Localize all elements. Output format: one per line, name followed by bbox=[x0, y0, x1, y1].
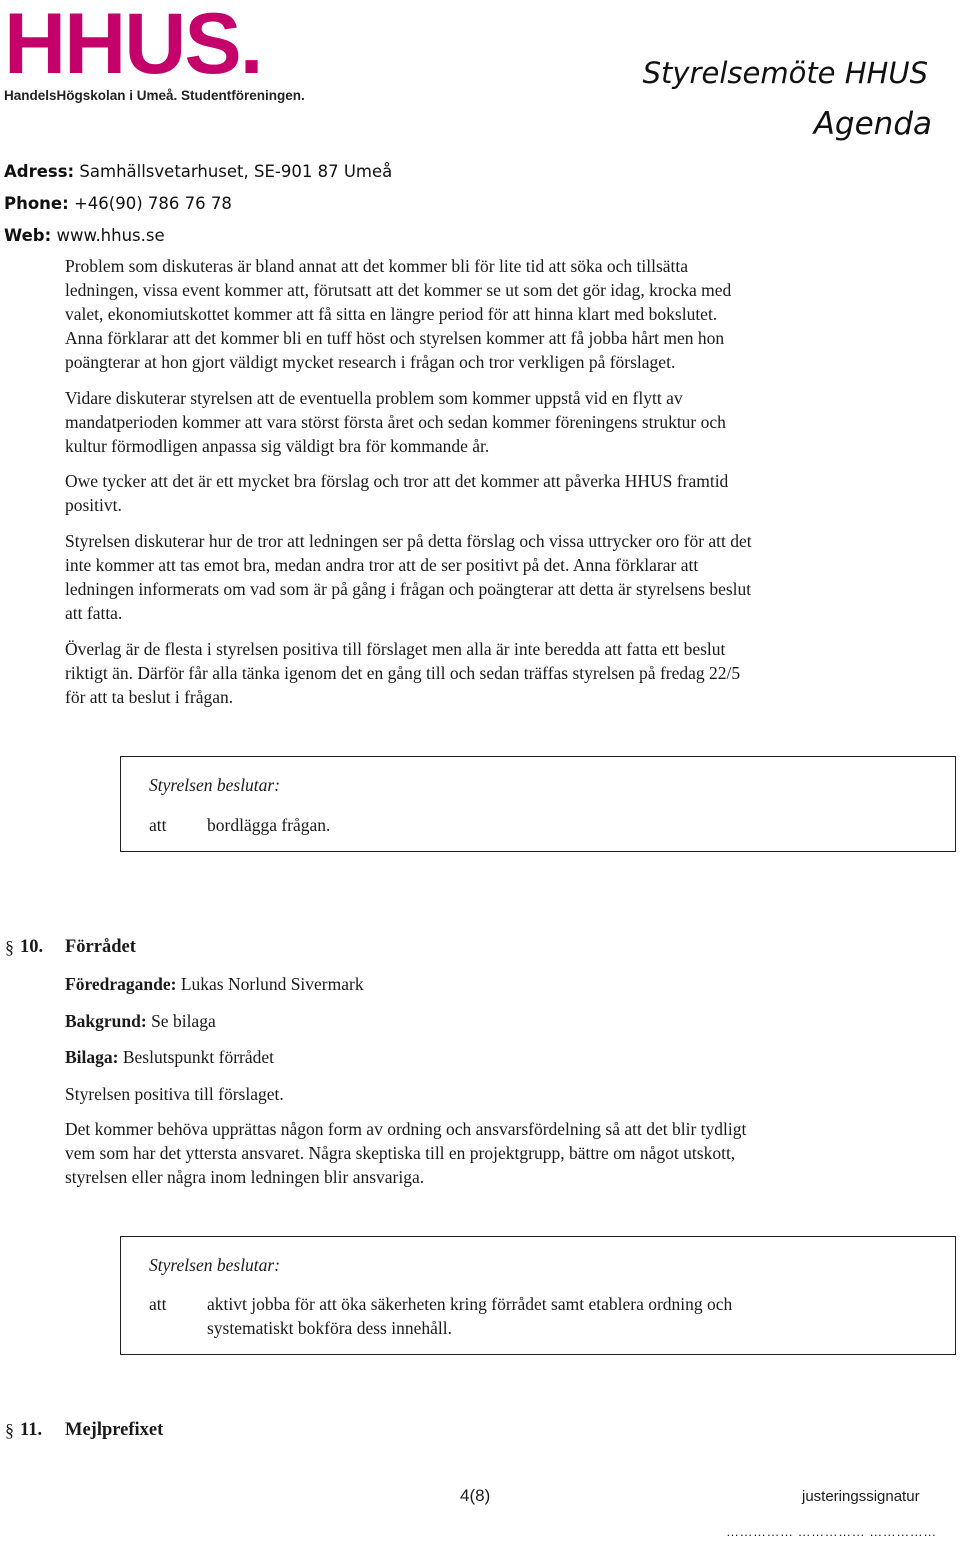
decision-box bbox=[120, 1236, 956, 1355]
line: bordlägga frågan. bbox=[207, 815, 331, 835]
line: inte kommer att tas emot bra, medan andra tror att de ser positivt på det. Anna förklarar att bbox=[65, 555, 699, 575]
line: positivt. bbox=[65, 495, 122, 515]
line: ledningen informerats om vad som är på gång i frågan och poängterar att detta är styrelsens beslut bbox=[65, 579, 752, 599]
line: vem som har det yttersta ansvaret. Några skeptiska till en projektgrupp, bättre om något utskott, bbox=[65, 1143, 736, 1163]
section-number: 10. bbox=[20, 937, 44, 957]
line: poängterar at hon gjort väldigt mycket research i frågan och tror verkligen på förslaget. bbox=[65, 352, 676, 372]
presenter-label: Föredragande: bbox=[65, 974, 177, 994]
phone-label: Phone: bbox=[4, 194, 69, 213]
line: Det kommer behöva upprättas någon form av ordning och ansvarsfördelning så att det blir tydligt bbox=[65, 1119, 747, 1139]
document-title: Styrelsemöte HHUS bbox=[642, 56, 928, 90]
paragraph-board-discussion bbox=[65, 529, 945, 625]
paragraph-storage bbox=[65, 1117, 945, 1189]
decision-att: att bbox=[149, 815, 167, 835]
line: riktigt än. Därför får alla tänka igenom det en gång till och sedan träffas styrelsen på fredag 22/5 bbox=[65, 663, 741, 683]
decision-box bbox=[120, 756, 956, 852]
address-value: Samhällsvetarhuset, SE-901 87 Umeå bbox=[79, 162, 393, 181]
decision-text bbox=[207, 1292, 907, 1340]
signature-label: justeringssignatur bbox=[802, 1488, 920, 1505]
line: att fatta. bbox=[65, 603, 123, 623]
paragraph-overall bbox=[65, 637, 945, 709]
board-note: Styrelsen positiva till förslaget. bbox=[65, 1084, 284, 1104]
line: Överlag är de flesta i styrelsen positiva till förslaget men alla är inte beredda att fatta ett beslut bbox=[65, 639, 726, 659]
line: styrelsen eller några inom ledningen blir ansvariga. bbox=[65, 1167, 425, 1187]
page-number: 4(8) bbox=[460, 1486, 491, 1505]
line: valet, ekonomiutskottet kommer att få sitta en längre period för att hinna klart med bokslutet. bbox=[65, 304, 718, 324]
decision-text bbox=[207, 813, 907, 837]
paragraph-problems bbox=[65, 254, 945, 374]
signature-dots: …………… …………… …………… bbox=[726, 1524, 937, 1539]
paragraph-owe bbox=[65, 469, 945, 517]
presenter-line bbox=[65, 972, 945, 996]
document-subtitle: Agenda bbox=[813, 106, 932, 142]
logo-subtitle: HandelsHögskolan i Umeå. Studentföreningen. bbox=[4, 88, 305, 103]
line: mandatperioden kommer att vara störst första året och sedan kommer föreningens struktur och bbox=[65, 412, 726, 432]
logo-wordmark: HHUS. bbox=[4, 0, 262, 92]
web-label: Web: bbox=[4, 226, 52, 245]
background-line bbox=[65, 1009, 945, 1033]
section-title: Förrådet bbox=[65, 937, 136, 957]
attachment-value: Beslutspunkt förrådet bbox=[122, 1047, 275, 1067]
contact-web bbox=[4, 226, 165, 245]
background-label: Bakgrund: bbox=[65, 1011, 147, 1031]
contact-phone bbox=[4, 194, 232, 213]
attachment-label: Bilaga: bbox=[65, 1047, 119, 1067]
section-marker-icon: § bbox=[5, 1420, 14, 1440]
presenter-value: Lukas Norlund Sivermark bbox=[180, 974, 364, 994]
web-link[interactable]: www.hhus.se bbox=[56, 226, 165, 245]
line: Anna förklarar att det kommer bli en tuff höst och styrelsen kommer att få jobba hårt men hon bbox=[65, 328, 725, 348]
decision-heading: Styrelsen beslutar: bbox=[149, 775, 281, 795]
section-number: 11. bbox=[20, 1420, 43, 1440]
line: Styrelsen diskuterar hur de tror att ledningen ser på detta förslag och vissa uttrycker oro för att det bbox=[65, 531, 752, 551]
attachment-line bbox=[65, 1045, 945, 1069]
address-label: Adress: bbox=[4, 162, 75, 181]
line: Owe tycker att det är ett mycket bra förslag och tror att det kommer att påverka HHUS framtid bbox=[65, 471, 729, 491]
section-title: Mejlprefixet bbox=[65, 1420, 164, 1440]
line: Vidare diskuterar styrelsen att de eventuella problem som kommer uppstå vid en flytt av bbox=[65, 388, 683, 408]
phone-value: +46(90) 786 76 78 bbox=[73, 194, 232, 213]
line: kultur förmodligen anpassa sig väldigt bra för kommande år. bbox=[65, 436, 490, 456]
line: aktivt jobba för att öka säkerheten kring förrådet samt etablera ordning och bbox=[207, 1294, 733, 1314]
background-value: Se bilaga bbox=[151, 1011, 216, 1031]
hhus-logo bbox=[4, 0, 334, 103]
decision-att: att bbox=[149, 1294, 167, 1314]
line: för att ta beslut i frågan. bbox=[65, 687, 234, 707]
paragraph-further-discussion bbox=[65, 386, 945, 458]
decision-heading: Styrelsen beslutar: bbox=[149, 1255, 281, 1275]
section-marker-icon: § bbox=[5, 937, 14, 957]
line: systematiskt bokföra dess innehåll. bbox=[207, 1318, 452, 1338]
line: Problem som diskuteras är bland annat att det kommer bli för lite tid att söka och tillsätta bbox=[65, 256, 689, 276]
contact-address bbox=[4, 162, 392, 181]
line: ledningen, vissa event kommer att, förutsatt att det kommer se ut som det gör idag, krocka med bbox=[65, 280, 732, 300]
